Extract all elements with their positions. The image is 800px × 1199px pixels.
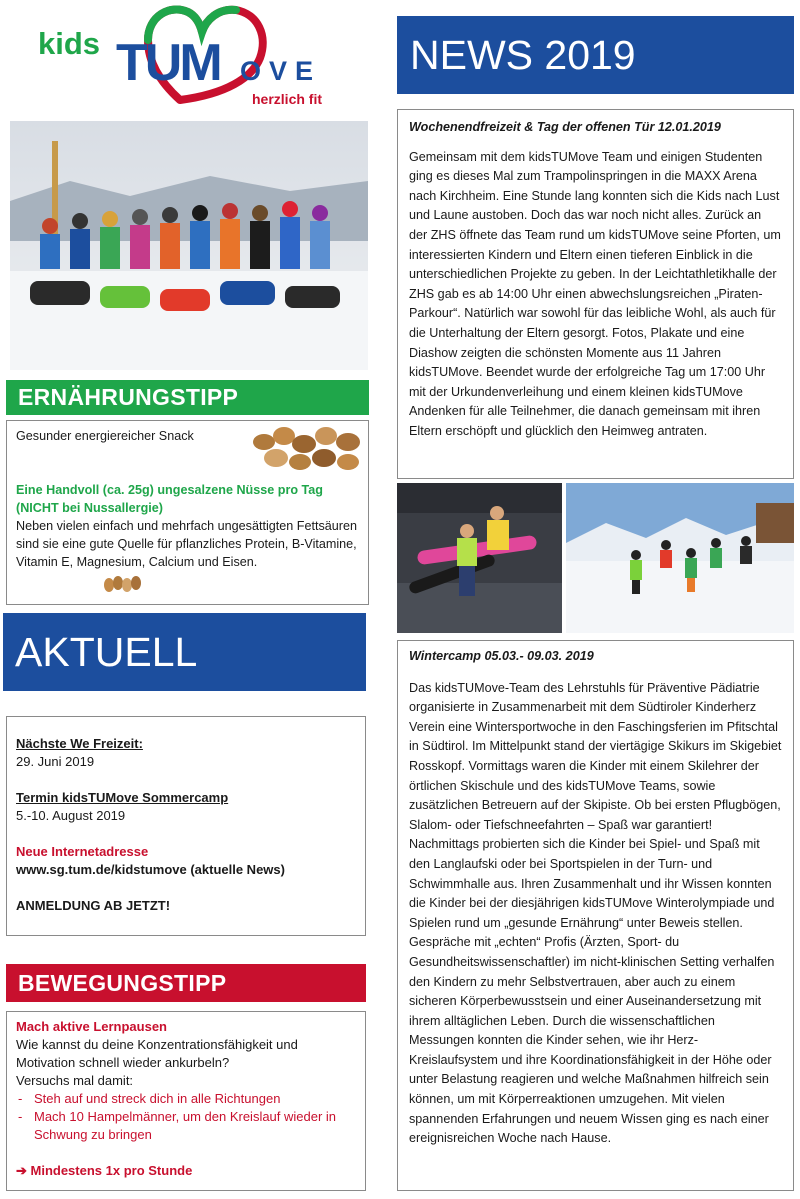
freizeit-label: Nächste We Freizeit: — [16, 736, 143, 751]
news-body: Das kidsTUMove-Team des Lehrstuhls für Präventive Pädiatrie organisierte in Zusammenarbeit mit dem Südtiroler Kinderherz Verein eine Wintersportwoche in den Faschingsferien im Pfitschtal in Südtirol. Im Mittelpunkt stand der viertägige Skikurs im Skigebiet Rosskopf. Vormittags waren die Kinder mit einem Skilehrer der örtlichen Skischule und des kidsTUMove Teams, sowie zusätzlichen Betreuern auf der Skipiste. Ob bei ersten Pflugbögen, Slalom- oder Tiefschneefahrten – Spaß war garantiert! Nachmittags probierten sich die Kinder bei Spiel- und Spaß mit den Langlaufski oder bei Sportspielen in der Turn- und Schwimmhalle aus. Ihren Zusammenhalt und ihr Wissen konnten die Kinder bei der diesjährigen kidsTUMove Winterolympiade und Spielen rund um „gesunde Ernährung“ unter Beweis stellen. Gespräche mit „echten“ Profis (Ärzten, Sport- du Gesundheitswissenschaftler) im nicht-klinischen Setting verhalfen den Kindern zu mehr Selbstvertrauen, aber auch zu einem sicheren Körperbewusstsein und einer Auseinandersetzung mit ihrem alltäglichen Leben. Durch die wissenschaftlichen Messungen konnten die Kinder sehen, wie ihr Herz- Kreislaufsystem und ihre Koordinationsfähigkeit in der Höhe oder unter Belastung reagieren und welche Maßnahmen hilfreich sein können, um mit Körperreaktionen umzugehen. Mit vielen spannenden Erfahrungen und neuem Wissen ging es nach einer ereignisreichen Woche nach Hause. — [409, 680, 782, 1146]
bewegung-heading-text: BEWEGUNGSTIPP — [18, 969, 227, 996]
bewegung-try: Versuchs mal damit: — [16, 1073, 134, 1088]
ernaehrung-heading-text: ERNÄHRUNGSTIPP — [18, 384, 239, 410]
news-item-wintercamp — [397, 640, 794, 1191]
anmeldung-text: ANMELDUNG AB JETZT! — [16, 898, 171, 913]
bewegung-list — [16, 1090, 356, 1144]
almonds-image — [102, 574, 144, 594]
kidstumove-logo — [30, 2, 340, 110]
web-label: Neue Internetadresse — [16, 844, 149, 859]
bewegung-footer: ➔ Mindestens 1x pro Stunde — [16, 1163, 193, 1178]
group-snow-photo — [10, 121, 368, 370]
news-heading-text: NEWS 2019 — [410, 31, 636, 78]
bewegung-title: Mach aktive Lernpausen — [16, 1019, 167, 1034]
list-item: - Mach 10 Hampelmänner, um den Kreislauf wieder in Schwung zu bringen — [16, 1108, 356, 1144]
ski-photo — [566, 483, 794, 633]
aktuell-box — [6, 716, 366, 936]
trampoline-photo — [397, 483, 562, 633]
logo-ove: OVE — [240, 56, 322, 86]
ernaehrung-body: Neben vielen einfach und mehrfach ungesättigten Fettsäuren sind sie eine gute Quelle für pflanzliches Protein, B-Vitamine, Vitamin E, Magnesium, Calcium und Eisen. — [16, 519, 357, 569]
freizeit-date: 29. Juni 2019 — [16, 754, 95, 769]
bewegung-box — [6, 1011, 366, 1191]
news-heading — [397, 16, 794, 94]
nuts-image — [252, 422, 368, 474]
aktuell-heading-text: AKTUELL — [15, 628, 198, 675]
bewegung-question: Wie kannst du deine Konzentrationsfähigkeit und Motivation schnell wieder ankurbeln? — [16, 1037, 298, 1070]
news-item-open-day — [397, 109, 794, 479]
aktuell-heading — [3, 613, 366, 691]
sommercamp-date: 5.-10. August 2019 — [16, 808, 126, 823]
list-item: - Steh auf und streck dich in alle Richtungen — [16, 1090, 356, 1108]
news-headline: Wochenendfreizeit & Tag der offenen Tür 12.01.2019 — [409, 120, 721, 134]
logo-tum: TUM — [116, 34, 220, 92]
news-body: Gemeinsam mit dem kidsTUMove Team und einigen Studenten ging es dieses Mal zum Trampolinspringen in die MAXX Arena nach Kirchheim. Eine Stunde lang konnten sich die Kids nach Lust und Laune austoben. Doch das war noch nicht alles. Zurück an der ZHS öffnete das Team rund um kidsTUMove seine Pforten, um interessierten Kindern und Eltern einen tieferen Einblick in die unterschiedlichen Projekte zu geben. In der Leichtathletikhalle der ZHS gab es ab 14:00 Uhr einen abwechslungsreichen „Piraten-Parkour“. Natürlich war sowohl für das leibliche Wohl, als auch für die Unterhaltung der Eltern gesorgt. Fotos, Plakate und eine Diashow zeigten die schönsten Momente aus 11 Jahren kidsTUMove. Beendet wurde der erfolgreiche Tag um 17:00 Uhr mit der Urkundenverleihung und einem kleinen kidsTUMove Andenken für alle Teilnehmer, die danach gemeinsam mit ihren Eltern erschöpft und glücklich den Heimweg antraten. — [409, 149, 781, 438]
sommercamp-label: Termin kidsTUMove Sommercamp — [16, 790, 229, 805]
logo-tagline: herzlich fit — [252, 91, 323, 107]
news-headline: Wintercamp 05.03.- 09.03. 2019 — [409, 649, 594, 663]
ernaehrung-intro: Gesunder energiereicher Snack — [16, 429, 194, 443]
ernaehrung-highlight-2: (NICHT bei Nussallergie) — [16, 501, 163, 515]
web-url: www.sg.tum.de/kidstumove (aktuelle News) — [16, 862, 285, 877]
bewegung-heading — [6, 964, 366, 1002]
ernaehrung-highlight-1: Eine Handvoll (ca. 25g) ungesalzene Nüsse pro Tag — [16, 483, 323, 497]
logo-kids: kids — [38, 26, 101, 61]
ernaehrung-heading — [6, 380, 369, 415]
